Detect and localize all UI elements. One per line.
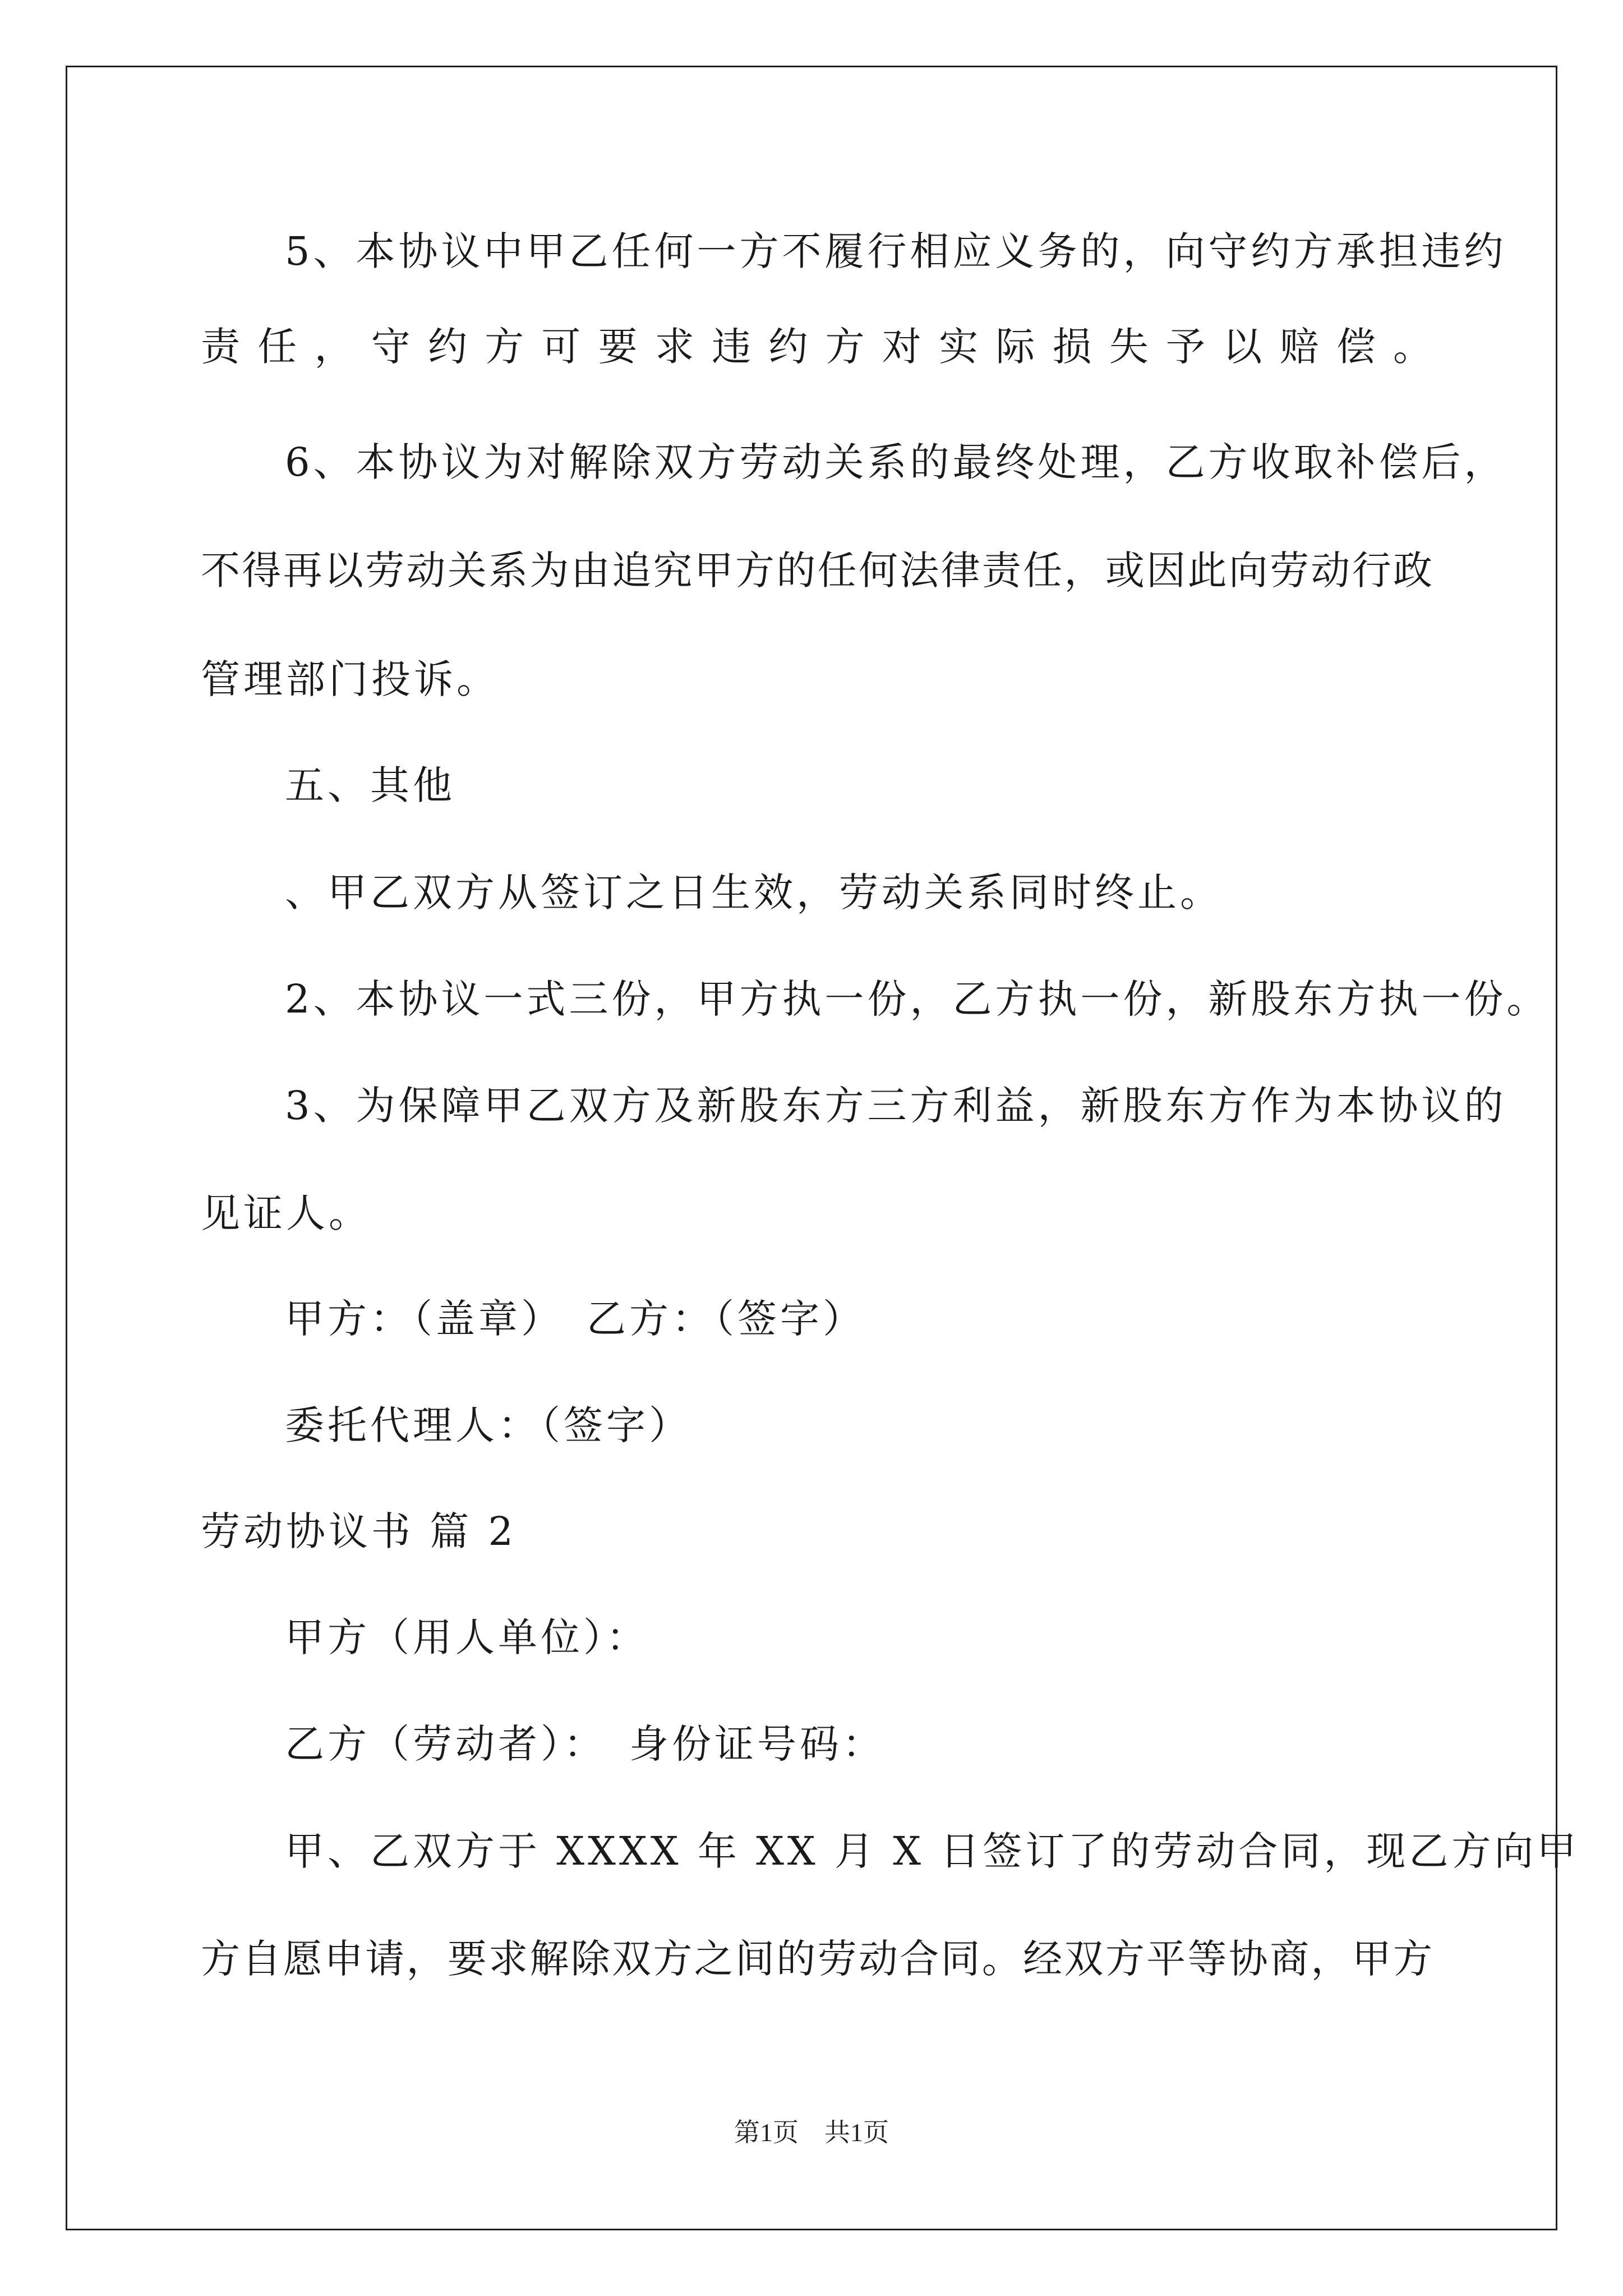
signature-line-agent: 委托代理人：（签字）	[285, 1402, 691, 1448]
paragraph-line-effective: 、甲乙双方从签订之日生效，劳动关系同时终止。	[285, 869, 1223, 915]
section-heading-other: 五、其他	[285, 762, 455, 808]
page-number-footer: 第1页 共1页	[734, 2118, 889, 2147]
signature-line-parties: 甲方：（盖章） 乙方：（签字）	[285, 1296, 865, 1342]
paragraph-line-clause-5-cont: 责任，守约方可要求违约方对实际损失予以赔偿。	[201, 324, 1432, 370]
paragraph-line-contract-cont: 方自愿申请，要求解除双方之间的劳动合同。经双方平等协商，甲方	[201, 1936, 1432, 1982]
paragraph-line-witness: 3、为保障甲乙双方及新股东方三方利益，新股东方作为本协议的	[285, 1083, 1507, 1129]
document-title-part-2: 劳动协议书 篇 2	[201, 1508, 517, 1554]
paragraph-line-clause-6: 6、本协议为对解除双方劳动关系的最终处理，乙方收取补偿后，	[285, 439, 1507, 485]
paragraph-line-witness-cont: 见证人。	[201, 1190, 371, 1236]
party-a-line: 甲方（用人单位）：	[285, 1614, 649, 1660]
paragraph-line-clause-5: 5、本协议中甲乙任何一方不履行相应义务的，向守约方承担违约	[285, 228, 1507, 274]
paragraph-line-clause-6-cont-1: 不得再以劳动关系为由追究甲方的任何法律责任，或因此向劳动行政	[201, 547, 1432, 593]
paragraph-line-contract: 甲、乙双方于 XXXX 年 XX 月 X 日签订了的劳动合同，现乙方向甲	[285, 1828, 1580, 1874]
page-border	[66, 66, 1557, 2230]
party-b-line: 乙方（劳动者）： 身份证号码：	[285, 1721, 885, 1767]
paragraph-line-copies: 2、本协议一式三份，甲方执一份，乙方执一份，新股东方执一份。	[285, 976, 1550, 1022]
paragraph-line-clause-6-cont-2: 管理部门投诉。	[201, 656, 499, 702]
